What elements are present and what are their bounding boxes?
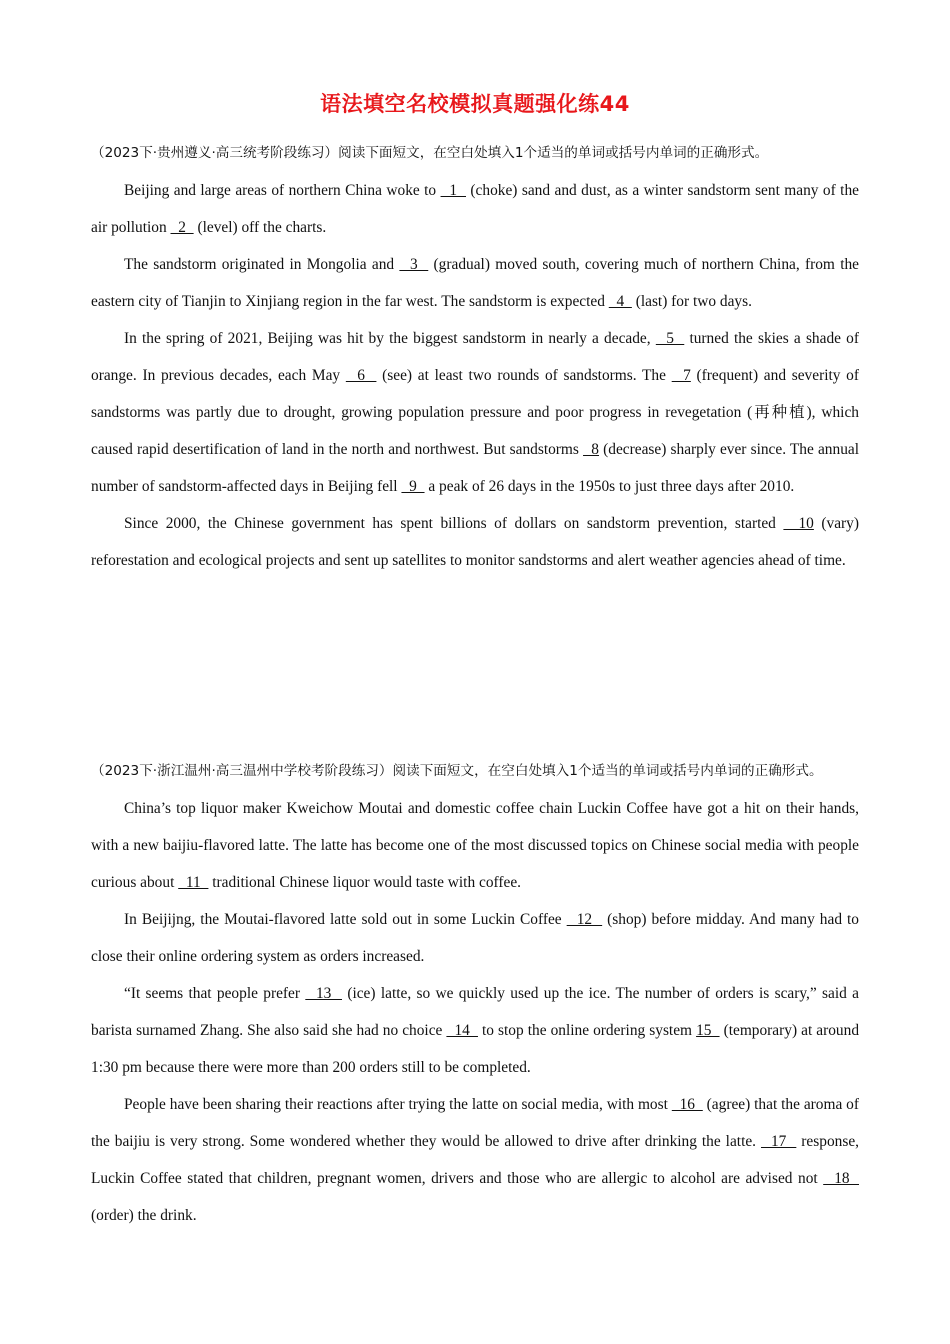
text-run: response, Luckin Coffee stated that children, pregnant women, drivers and those who are allergic to alcohol are advised not [91,1133,860,1187]
blank-2[interactable]: 2 [170,219,194,236]
blank-9[interactable]: 9 [401,478,425,495]
text-run: (vary) reforestation and ecological projects and sent up satellites to monitor sandstorms and alert weather agencies ahead of time. [91,515,860,569]
text-run: Since 2000, the Chinese government has spent billions of dollars on sandstorm prevention, started [124,515,784,532]
passage-2 [91,753,859,1234]
passage-1-paragraph-1 [91,172,859,246]
blank-17[interactable]: 17 [761,1133,797,1150]
text-run: (order) the drink. [91,1207,197,1224]
passage-1 [91,135,859,579]
text-run: Beijing and large areas of northern China woke to [124,182,441,199]
passage-1-paragraph-2 [91,246,859,320]
passage-2-paragraph-3 [91,975,859,1086]
text-run: In the spring of 2021, Beijing was hit by the biggest sandstorm in nearly a decade, [124,330,656,347]
text-run: (last) for two days. [631,293,752,310]
blank-3[interactable]: 3 [399,256,429,273]
blank-18[interactable]: 18 [823,1170,859,1187]
text-run: (see) at least two rounds of sandstorms. The [376,367,672,384]
blank-10[interactable]: 10 [783,515,814,532]
blank-7[interactable]: 7 [671,367,691,384]
text-run: (frequent) and severity of sandstorms was partly due to drought, growing population pressure and poor progress in revegetation (再种植), which caused rapid desertification of land in the north and northwest. But sandstorms [91,367,859,458]
blank-4[interactable]: 4 [608,293,632,310]
passage-2-source: （2023下·浙江温州·高三温州中学校考阶段练习）阅读下面短文，在空白处填入1个适当的单词或括号内单词的正确形式。 [91,763,823,779]
blank-11[interactable]: 11 [178,874,209,891]
blank-12[interactable]: 12 [566,911,603,928]
blank-16[interactable]: 16 [671,1096,703,1113]
blank-5[interactable]: 5 [655,330,685,347]
passage-1-paragraph-3 [91,320,859,505]
text-run: to stop the online ordering system [477,1022,697,1039]
blank-1[interactable]: 1 [440,182,466,199]
text-run: a peak of 26 days in the 1950s to just three days after 2010. [424,478,795,495]
text-run: (agree) that the aroma of the baijiu is very strong. Some wondered whether they would be allowed to drive after drinking the latte. [91,1096,859,1150]
text-run: traditional Chinese liquor would taste with coffee. [208,874,522,891]
text-run: (gradual) moved south, covering much of northern China, from the eastern city of Tianjin to Xinjiang region in the far west. The sandstorm is expected [91,256,859,310]
blank-15[interactable]: 15 [696,1022,720,1039]
blank-6[interactable]: 6 [345,367,377,384]
text-run: In Beijijng, the Moutai-flavored latte sold out in some Luckin Coffee [124,911,567,928]
text-run: “It seems that people prefer [124,985,306,1002]
text-run: The sandstorm originated in Mongolia and [124,256,400,273]
passage-1-source: （2023下·贵州遵义·高三统考阶段练习）阅读下面短文，在空白处填入1个适当的单词或括号内单词的正确形式。 [91,145,769,161]
text-run: (ice) latte, so we quickly used up the ice. The number of orders is scary,” said a barista surnamed Zhang. She also said she had no choice [91,985,860,1039]
passage-2-paragraph-1 [91,790,859,901]
text-run: China’s top liquor maker Kweichow Moutai and domestic coffee chain Luckin Coffee have got a hit on their hands, with a new baijiu-flavored latte. The latte has become one of the most discussed topics on Chinese social media with people curious about [91,800,859,891]
text-run: turned the skies a shade of orange. In previous decades, each May [91,330,859,384]
passage-2-paragraph-4 [91,1086,859,1234]
text-run: People have been sharing their reactions after trying the latte on social media, with most [124,1096,672,1113]
passage-1-paragraph-4 [91,505,859,579]
blank-8[interactable]: 8 [583,441,600,458]
text-run: (level) off the charts. [193,219,327,236]
page-title: 语法填空名校模拟真题强化练44 [320,92,630,116]
blank-13[interactable]: 13 [305,985,342,1002]
text-run: (choke) sand and dust, as a winter sandstorm sent many of the air pollution [91,182,859,236]
blank-14[interactable]: 14 [446,1022,478,1039]
text-run: (shop) before midday. And many had to close their online ordering system as orders increased. [91,911,860,965]
text-run: (decrease) sharply ever since. The annual number of sandstorm-affected days in Beijing fell [91,441,859,495]
text-run: (temporary) at around 1:30 pm because there were more than 200 orders still to be completed. [91,1022,860,1076]
passage-2-paragraph-2 [91,901,859,975]
